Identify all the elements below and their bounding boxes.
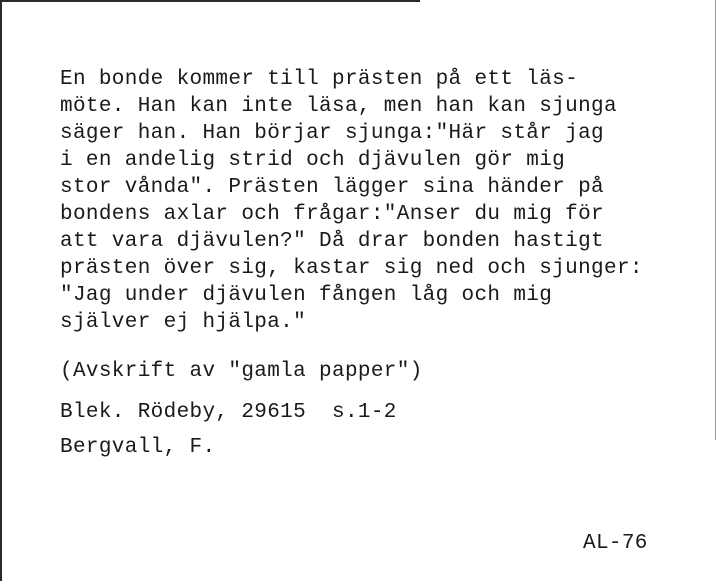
source-location: Blek. Rödeby, 29615 s.1-2 [60, 401, 397, 424]
transcript-text [60, 66, 643, 336]
transcript-line: "Jag under djävulen fången låg och mig [60, 284, 553, 307]
transcript-line: i en andelig strid och djävulen gör mig [60, 149, 566, 172]
card-left-edge [0, 0, 2, 581]
card-top-edge [0, 0, 420, 2]
transcript-line: själver ej hjälpa." [60, 311, 307, 334]
card-right-edge [715, 0, 716, 440]
transcription-note: (Avskrift av "gamla papper") [60, 360, 423, 383]
transcript-line: bondens axlar och frågar:"Anser du mig för [60, 203, 604, 226]
card-code: AL-76 [583, 532, 648, 555]
collector-name: Bergvall, F. [60, 436, 216, 459]
transcript-line: prästen över sig, kastar sig ned och sjunger: [60, 257, 643, 280]
transcript-line: säger han. Han börjar sjunga:"Här står jag [60, 122, 604, 145]
transcript-line: att vara djävulen?" Då drar bonden hastigt [60, 230, 604, 253]
transcript-line: En bonde kommer till prästen på ett läs- [60, 68, 579, 91]
transcript-line: stor vånda". Prästen lägger sina händer på [60, 176, 604, 199]
transcript-line: möte. Han kan inte läsa, men han kan sjunga [60, 95, 617, 118]
